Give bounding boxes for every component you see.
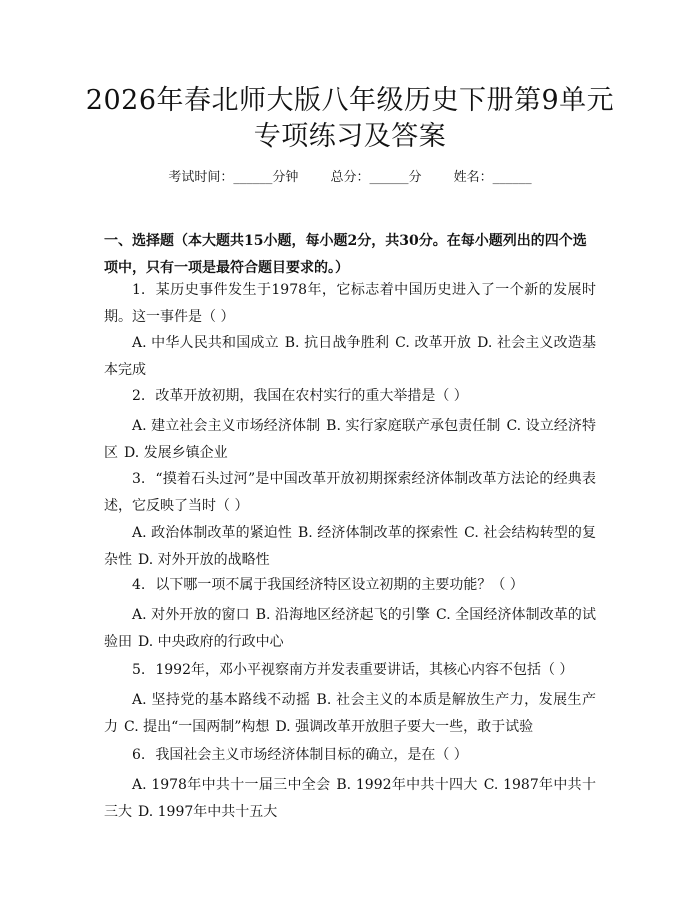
question-number: 6. bbox=[132, 747, 146, 763]
section-heading: 一、选择题（本大题共15小题，每小题2分，共30分。在每小题列出的四个选项中，只有一项是最符合题目要求的。） bbox=[104, 233, 587, 276]
question-stem bbox=[104, 742, 596, 769]
question-options bbox=[104, 520, 596, 574]
document-subtitle: 专项练习及答案 bbox=[253, 121, 447, 152]
option-b: B. 实行家庭联产承包责任制 bbox=[326, 418, 501, 434]
question-stem bbox=[104, 277, 596, 331]
option-c: C. 1987年中共十三大 bbox=[104, 777, 596, 820]
option-a: A. 政治体制改革的紧迫性 bbox=[132, 525, 292, 541]
option-d: D. 发展乡镇企业 bbox=[124, 445, 228, 461]
question-options bbox=[104, 687, 596, 741]
option-b: B. 抗日战争胜利 bbox=[284, 335, 390, 351]
option-a: A. 建立社会主义市场经济体制 bbox=[132, 418, 321, 434]
option-b: B. 经济体制改革的探索性 bbox=[297, 525, 459, 541]
question-text: 改革开放初期，我国在农村实行的重大举措是（ ） bbox=[155, 388, 468, 404]
exam-info bbox=[0, 168, 700, 188]
document-title: 2026年春北师大版八年级历史下册第9单元 bbox=[85, 85, 615, 116]
option-d: D. 对外开放的战略性 bbox=[138, 552, 270, 568]
question-number: 2. bbox=[132, 388, 146, 404]
option-c: C. 全国经济体制改革的试验田 bbox=[104, 607, 596, 650]
question-text: 1992年，邓小平视察南方并发表重要讲话，其核心内容不包括（ ） bbox=[155, 662, 574, 678]
question-stem bbox=[104, 466, 596, 520]
question-text: “摸着石头过河”是中国改革开放初期探索经济体制改革方法论的经典表述，它反映了当时（ ） bbox=[104, 471, 596, 514]
student-name-field: 姓名：______ bbox=[453, 170, 532, 185]
option-b: B. 沿海地区经济起飞的引擎 bbox=[255, 607, 430, 623]
option-b: B. 1992年中共十四大 bbox=[336, 777, 478, 793]
question-options bbox=[104, 772, 596, 826]
option-c: C. 改革开放 bbox=[395, 335, 472, 351]
question-options bbox=[104, 413, 596, 467]
option-a: A. 中华人民共和国成立 bbox=[132, 335, 279, 351]
option-a: A. 坚持党的基本路线不动摇 bbox=[132, 692, 311, 708]
question-text: 以下哪一项不属于我国经济特区设立初期的主要功能？（ ） bbox=[155, 577, 524, 593]
question-stem bbox=[104, 572, 596, 599]
option-a: A. 1978年中共十一届三中全会 bbox=[132, 777, 331, 793]
option-b: B. 社会主义的本质是解放生产力，发展生产力 bbox=[104, 692, 596, 735]
question-number: 3. bbox=[132, 471, 146, 487]
question-options bbox=[104, 602, 596, 656]
total-score-field: 总分：______分 bbox=[330, 170, 422, 185]
option-d: D. 强调改革开放胆子要大一些，敢于试验 bbox=[275, 719, 534, 735]
option-d: D. 1997年中共十五大 bbox=[138, 804, 278, 820]
question-stem bbox=[104, 383, 596, 410]
question-options bbox=[104, 330, 596, 384]
question-text: 某历史事件发生于1978年，它标志着中国历史进入了一个新的发展时期。这一事件是（ ） bbox=[104, 282, 596, 325]
option-d: D. 中央政府的行政中心 bbox=[138, 634, 284, 650]
question-stem bbox=[104, 657, 596, 684]
question-text: 我国社会主义市场经济体制目标的确立，是在（ ） bbox=[155, 747, 468, 763]
option-d: D. 社会主义改造基本完成 bbox=[104, 335, 596, 378]
option-a: A. 对外开放的窗口 bbox=[132, 607, 250, 623]
option-c: C. 设立经济特区 bbox=[104, 418, 596, 461]
question-number: 4. bbox=[132, 577, 146, 593]
question-number: 5. bbox=[132, 662, 146, 678]
question-number: 1. bbox=[132, 282, 146, 298]
option-c: C. 提出“一国两制”构想 bbox=[124, 719, 270, 735]
exam-time-field: 考试时间：______分钟 bbox=[168, 170, 299, 185]
option-c: C. 社会结构转型的复杂性 bbox=[104, 525, 596, 568]
